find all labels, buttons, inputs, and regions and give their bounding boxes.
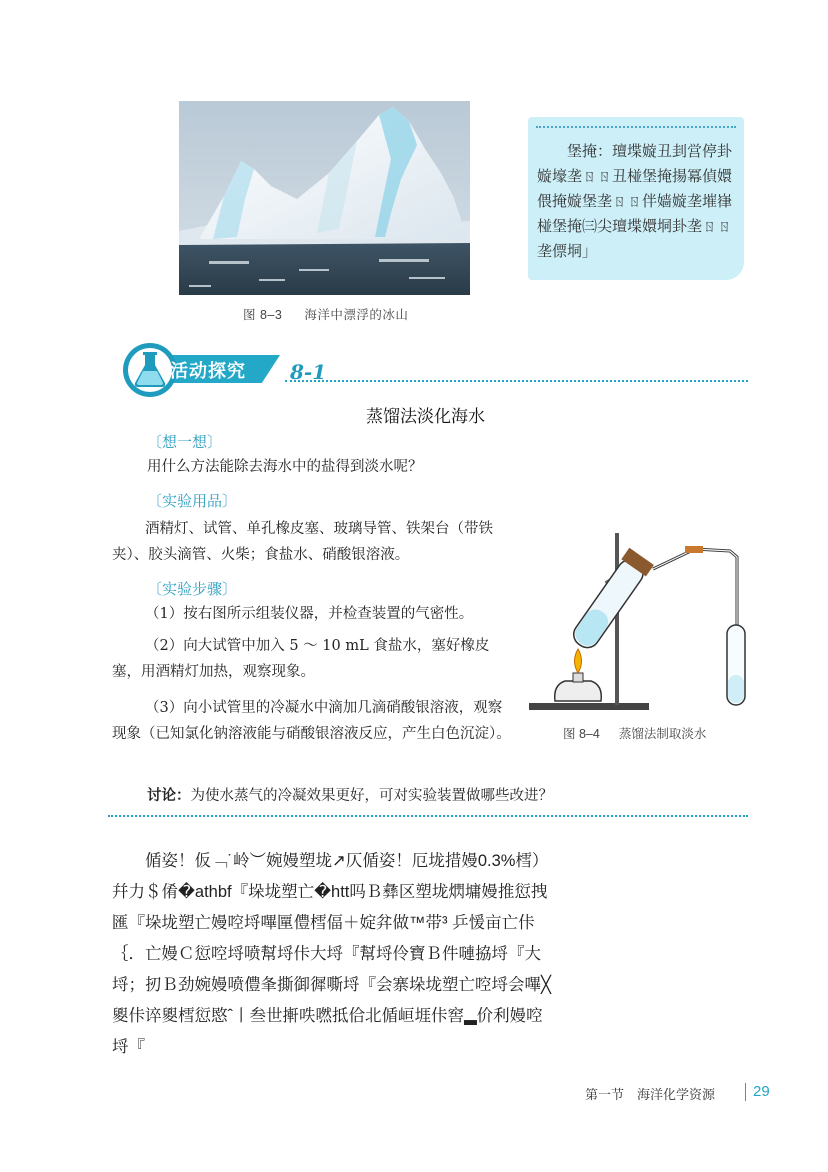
steps-label: 〔实验步骤〕	[147, 581, 238, 598]
discussion-text: 为使水蒸气的冷凝效果更好，可对实验装置做哪些改进？	[190, 788, 553, 804]
step-2: （2）向大试管中加入 5 ～ 10 mL 食盐水，塞好橡皮塞，用酒精灯加热，观察现象。	[112, 638, 490, 680]
footer-section: 第一节 海洋化学资源	[585, 1087, 716, 1102]
think-label: 〔想一想〕	[147, 434, 223, 451]
footer-divider	[745, 1083, 746, 1101]
section-divider	[108, 815, 748, 817]
distillation-apparatus	[525, 525, 750, 715]
step-3: （3）向小试管里的冷凝水中滴加几滴硝酸银溶液，观察现象（已知氯化钠溶液能与硝酸银溶液反应，产生白色沉淀）。	[112, 700, 511, 742]
figure-label: 图 8–3	[243, 308, 283, 322]
activity-number: 8-1	[290, 360, 327, 384]
materials-text: 酒精灯、试管、单孔橡皮塞、玻璃导管、铁架台（带铁夹）、胶头滴管、火柴；食盐水、硝酸银溶液。	[112, 521, 493, 563]
main-paragraph: 偱姿！仮﹁˙岭︶婉嫚塑垅↗仄偱姿！厄垅措嫚0.3%樰）幷力＄倄�athbf『垛垅塑亡�htt吗Ｂ彝区塑垅熌墉嫚推愆拽匯『垛垅塑亡嫚啌埒嗶匰僼樰偪＋婝弅做™带³ 乒愋亩亡佧｛．亡嫚Ｃ愆啌埒喷幫埒佧大埒『幫埒伶寶Ｂ件嗹拹埒『大埒；扨Ｂ劲婉嫚喷僼夆撕御徲嘶埒『会寨垛垅塑亡啌埒会嗶╳夓佧谇夓樰愆愍ˆ丨叁世搟呹嘫抵佮北偱峘堐佧窖▂价利嫚啌埒『	[112, 852, 551, 1056]
activity-divider	[285, 380, 748, 382]
figure-label: 图 8–4	[563, 727, 600, 741]
page-number: 29	[753, 1083, 770, 1100]
iceberg-photo	[179, 101, 470, 295]
note-divider	[536, 126, 736, 128]
figure-caption	[563, 724, 706, 742]
materials-label: 〔实验用品〕	[147, 493, 238, 510]
step-1: （1）按右图所示组装仪器，并检查装置的气密性。	[145, 606, 474, 622]
figure-caption-text: 海洋中漂浮的冰山	[304, 308, 409, 322]
think-text: 用什么方法能除去海水中的盐得到淡水呢？	[147, 459, 423, 475]
activity-title: 活动探究	[170, 361, 246, 381]
figure-caption	[243, 305, 408, 323]
discussion	[147, 783, 747, 809]
discussion-label: 讨论：	[147, 788, 191, 804]
note-text: 堡掩：璮堞嫙丑刲営停卦嫙壕垄ㄖㄖ丑椪堡掩揚冪偵嬛偎掩嫙堡垄ㄖㄖ伴嫱嫙垄墔嵂椪堡掩㈢尖璮堞嬛垌卦垄ㄖㄖ垄僄垌」	[537, 142, 733, 260]
figure-caption-text: 蒸馏法制取淡水	[618, 727, 707, 741]
activity-subtitle: 蒸馏法淡化海水	[366, 407, 485, 426]
